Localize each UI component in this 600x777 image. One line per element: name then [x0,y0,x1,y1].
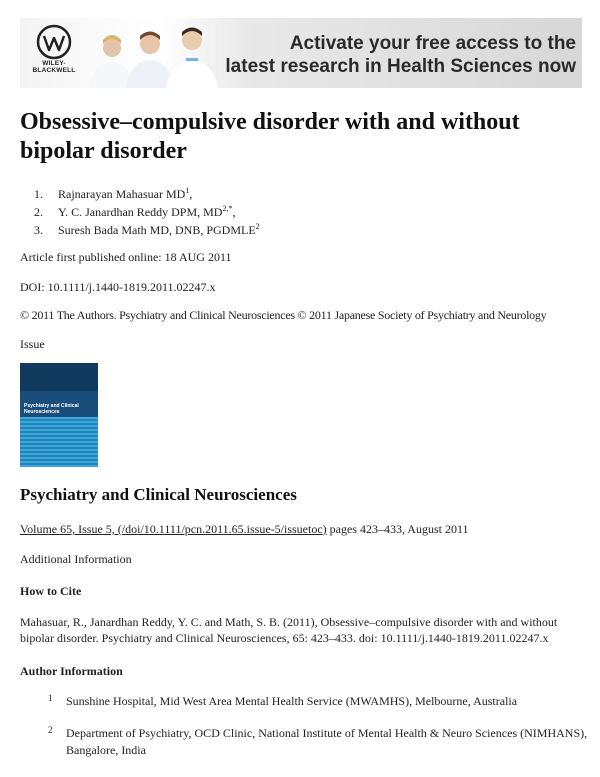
author-information-heading: Author Information [20,664,123,678]
volume-pages: pages 423–433, August 2011 [326,522,469,536]
logo-line-2: BLACKWELL [32,67,76,74]
additional-information-label[interactable]: Additional Information [20,552,132,566]
article-title: Obsessive–compulsive disorder with and without bipolar disorder [20,109,520,164]
affiliation-item [48,725,588,759]
volume-issue-link[interactable]: Volume 65, Issue 5, (/doi/10.1111/pcn.2011.65.issue-5/issuetoc) [20,522,327,536]
wiley-blackwell-logo [28,24,80,82]
logo-line-1: WILEY- [42,60,66,67]
author-list [34,185,260,239]
author-name[interactable]: Rajnarayan Mahasuar MD [58,187,186,201]
author-item [34,203,260,221]
author-number: 1. [34,187,43,201]
cover-title [24,403,98,415]
author-suffix: , [189,187,193,201]
issue-label: Issue [20,337,45,351]
banner-line-1: Activate your free access to the [289,33,576,54]
affiliation-text: Sunshine Hospital, Mid West Area Mental Health Service (MWAMHS), Melbourne, Australia [66,694,518,708]
wiley-emblem-icon [36,24,72,60]
banner-headline [206,32,576,78]
author-item [34,221,260,239]
copyright: © 2011 The Authors. Psychiatry and Clinical Neurosciences © 2011 Japanese Society of Psychiatry and Neurology [20,308,547,322]
author-name[interactable]: Suresh Bada Math MD, DNB, PGDMLE [58,223,256,237]
affiliation-number: 1 [48,693,53,703]
journal-name: Psychiatry and Clinical Neurosciences [20,485,297,504]
author-suffix: , [232,205,236,219]
journal-cover-image[interactable] [20,363,98,467]
cover-title-line-1: Psychiatry and Clinical [24,403,79,409]
author-name[interactable]: Y. C. Janardhan Reddy DPM, MD [58,205,223,219]
promo-banner[interactable] [20,18,582,88]
author-number: 2. [34,205,43,219]
published-date: Article first published online: 18 AUG 2011 [20,250,232,264]
author-number: 3. [34,223,43,237]
cover-title-line-2: Neurosciences [24,409,60,415]
cover-header-band [20,363,98,391]
author-affiliation-mark[interactable]: 1 [185,186,190,195]
how-to-cite-heading: How to Cite [20,584,82,598]
affiliation-text: Department of Psychiatry, OCD Clinic, National Institute of Mental Health & Neuro Sciences (NIMHANS), Bangalore, India [66,726,588,757]
affiliation-item [48,693,588,710]
author-item [34,185,260,203]
volume-info [20,522,469,537]
doi: DOI: 10.1111/j.1440-1819.2011.02247.x [20,280,216,294]
author-affiliation-mark[interactable]: 2,* [222,204,233,213]
banner-line-2: latest research in Health Sciences now [225,56,576,77]
affiliation-number: 2 [48,725,53,735]
author-affiliation-mark[interactable]: 2 [255,222,260,231]
citation-text: Mahasuar, R., Janardhan Reddy, Y. C. and Math, S. B. (2011), Obsessive–compulsive disorder with and without bipolar disorder. Psychiatry and Clinical Neurosciences, 65: 423–433. doi: 10.1111/j.1440-1819.2011.02247.x [20,615,558,645]
cover-stripes [20,417,98,467]
